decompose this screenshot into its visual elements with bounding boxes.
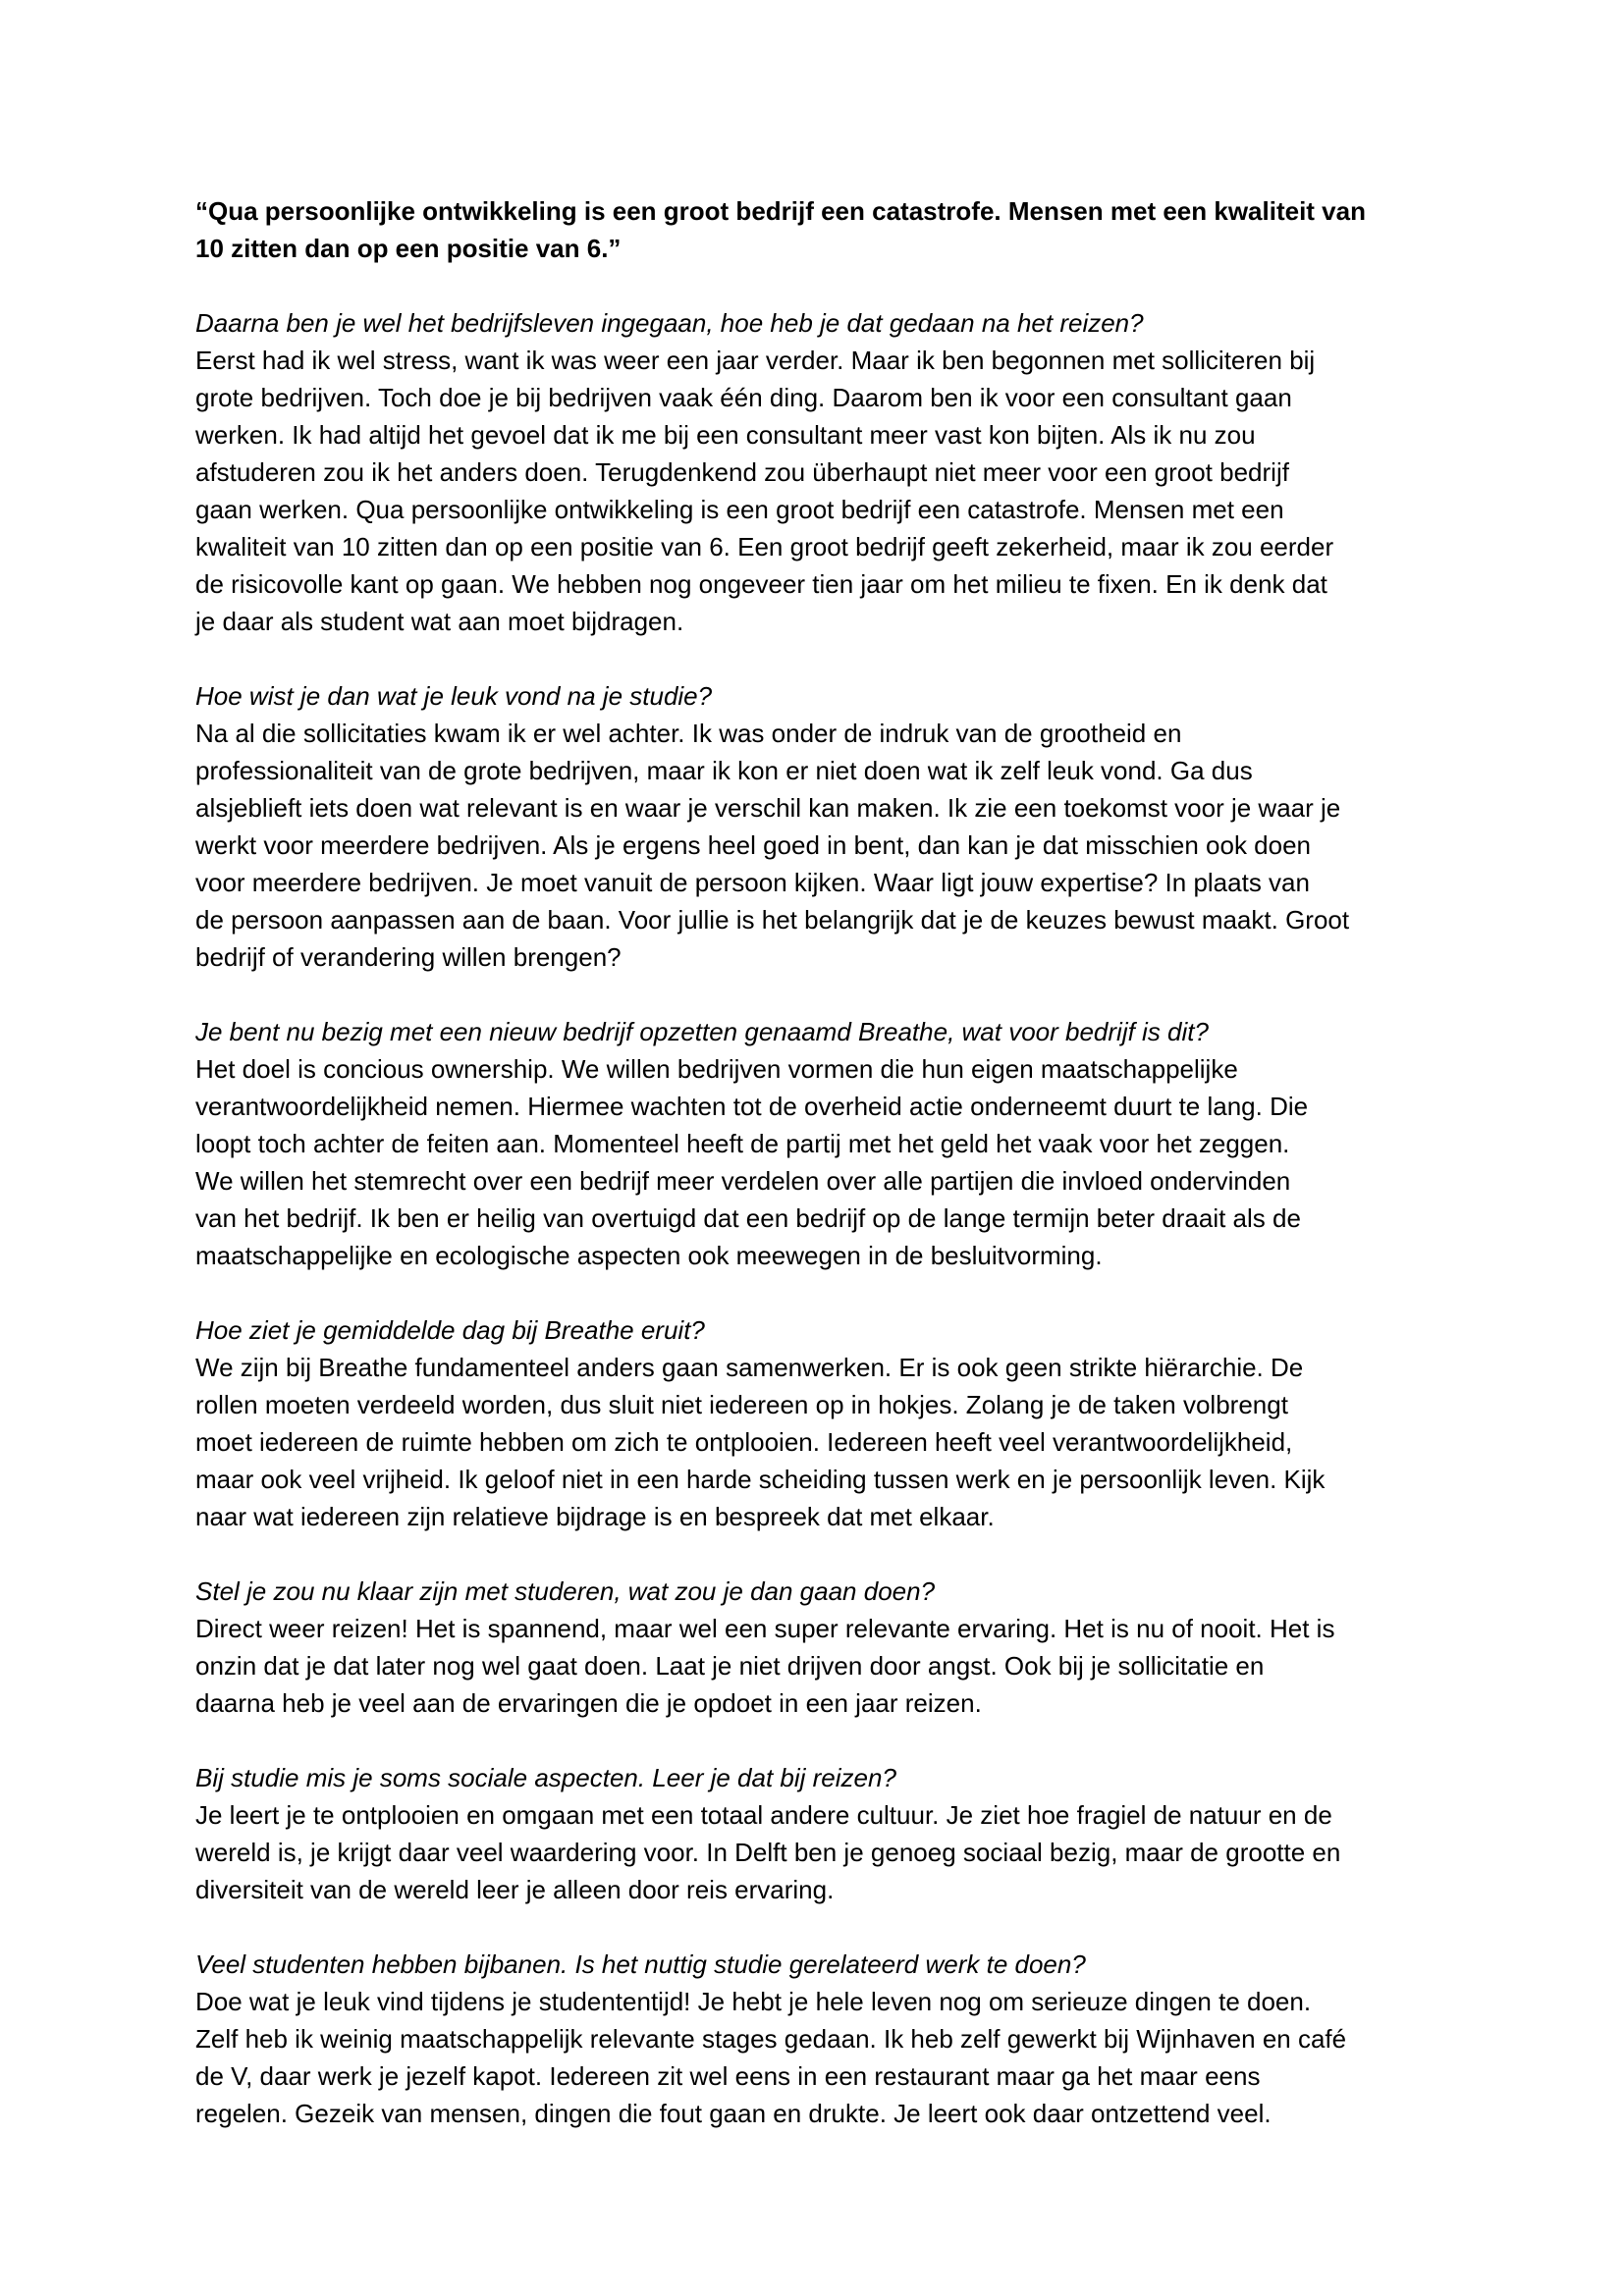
- interview-answer: Je leert je te ontplooien en omgaan met een totaal andere cultuur. Je ziet hoe fragiel de natuur en de wereld is, je krijgt daar veel waardering voor. In Delft ben je genoeg sociaal bezig, maar de grootte en diversiteit van de wereld leer je alleen door reis ervaring.: [195, 1800, 1341, 1904]
- qa-block: [195, 1573, 1462, 1722]
- interview-question: Veel studenten hebben bijbanen. Is het nuttig studie gerelateerd werk te doen?: [195, 1949, 1086, 1979]
- interview-answer: We zijn bij Breathe fundamenteel anders gaan samenwerken. Er is ook geen strikte hiërarchie. De rollen moeten verdeeld worden, dus sluit niet iedereen op in hokjes. Zolang je de taken volbrengt moet iedereen de ruimte hebben om zich te ontplooien. Iedereen heeft veel verantwoordelijkheid, maar ook veel vrijheid. Ik geloof niet in een harde scheiding tussen werk en je persoonlijk leven. Kijk naar wat iedereen zijn relatieve bijdrage is en bespreek dat met elkaar.: [195, 1353, 1326, 1531]
- qa-block: [195, 1946, 1462, 2132]
- interview-question: Bij studie mis je soms sociale aspecten. Leer je dat bij reizen?: [195, 1763, 896, 1792]
- qa-block: [195, 1311, 1462, 1535]
- interview-question: Je bent nu bezig met een nieuw bedrijf opzetten genaamd Breathe, wat voor bedrijf is dit?: [195, 1017, 1209, 1046]
- document-body: [195, 192, 1462, 2169]
- interview-answer: Eerst had ik wel stress, want ik was weer een jaar verder. Maar ik ben begonnen met solliciteren bij grote bedrijven. Toch doe je bij bedrijven vaak één ding. Daarom ben ik voor een consultant gaan werken. Ik had altijd het gevoel dat ik me bij een consultant meer vast kon bijten. Als ik nu zou afstuderen zou ik het anders doen. Terugdenkend zou überhaupt niet meer voor een groot bedrijf gaan werken. Qua persoonlijke ontwikkeling is een groot bedrijf een catastrofe. Mensen met een kwaliteit van 10 zitten dan op een positie van 6. Een groot bedrijf geeft zekerheid, maar ik zou eerder de risicovolle kant op gaan. We hebben nog ongeveer tien jaar om het milieu te fixen. En ik denk dat je daar als student wat aan moet bijdragen.: [195, 346, 1334, 636]
- interview-answer: Doe wat je leuk vind tijdens je studententijd! Je hebt je hele leven nog om serieuze dingen te doen. Zelf heb ik weinig maatschappelijk relevante stages gedaan. Ik heb zelf gewerkt bij Wijnhaven en café de V, daar werk je jezelf kapot. Iedereen zit wel eens in een restaurant maar ga het maar eens regelen. Gezeik van mensen, dingen die fout gaan en drukte. Je leert ook daar ontzettend veel.: [195, 1987, 1347, 2128]
- qa-block: [195, 677, 1462, 976]
- interview-question: Daarna ben je wel het bedrijfsleven ingegaan, hoe heb je dat gedaan na het reizen?: [195, 308, 1144, 338]
- interview-question: Hoe wist je dan wat je leuk vond na je studie?: [195, 681, 713, 711]
- qa-block: [195, 1759, 1462, 1908]
- interview-question: Hoe ziet je gemiddelde dag bij Breathe eruit?: [195, 1315, 705, 1345]
- interview-answer: Het doel is concious ownership. We willen bedrijven vormen die hun eigen maatschappelijke verantwoordelijkheid nemen. Hiermee wachten tot de overheid actie onderneemt duurt te lang. Die loopt toch achter de feiten aan. Momenteel heeft de partij met het geld het vaak voor het zeggen. We willen het stemrecht over een bedrijf meer verdelen over alle partijen die invloed ondervinden van het bedrijf. Ik ben er heilig van overtuigd dat een bedrijf op de lange termijn beter draait als de maatschappelijke en ecologische aspecten ook meewegen in de besluitvorming.: [195, 1054, 1309, 1270]
- interview-question: Stel je zou nu klaar zijn met studeren, wat zou je dan gaan doen?: [195, 1576, 936, 1606]
- qa-block: [195, 1013, 1462, 1274]
- pull-quote: “Qua persoonlijke ontwikkeling is een groot bedrijf een catastrofe. Mensen met een kwaliteit van 10 zitten dan op een positie van 6.”: [195, 196, 1366, 263]
- qa-block: [195, 304, 1462, 640]
- interview-answer: Na al die sollicitaties kwam ik er wel achter. Ik was onder de indruk van de grootheid en professionaliteit van de grote bedrijven, maar ik kon er niet doen wat ik zelf leuk vond. Ga dus alsjeblieft iets doen wat relevant is en waar je verschil kan maken. Ik zie een toekomst voor je waar je werkt voor meerdere bedrijven. Als je ergens heel goed in bent, dan kan je dat misschien ook doen voor meerdere bedrijven. Je moet vanuit de persoon kijken. Waar ligt jouw expertise? In plaats van de persoon aanpassen aan de baan. Voor jullie is het belangrijk dat je de keuzes bewust maakt. Groot bedrijf of verandering willen brengen?: [195, 719, 1350, 972]
- interview-answer: Direct weer reizen! Het is spannend, maar wel een super relevante ervaring. Het is nu of nooit. Het is onzin dat je dat later nog wel gaat doen. Laat je niet drijven door angst. Ook bij je sollicitatie en daarna heb je veel aan de ervaringen die je opdoet in een jaar reizen.: [195, 1614, 1335, 1718]
